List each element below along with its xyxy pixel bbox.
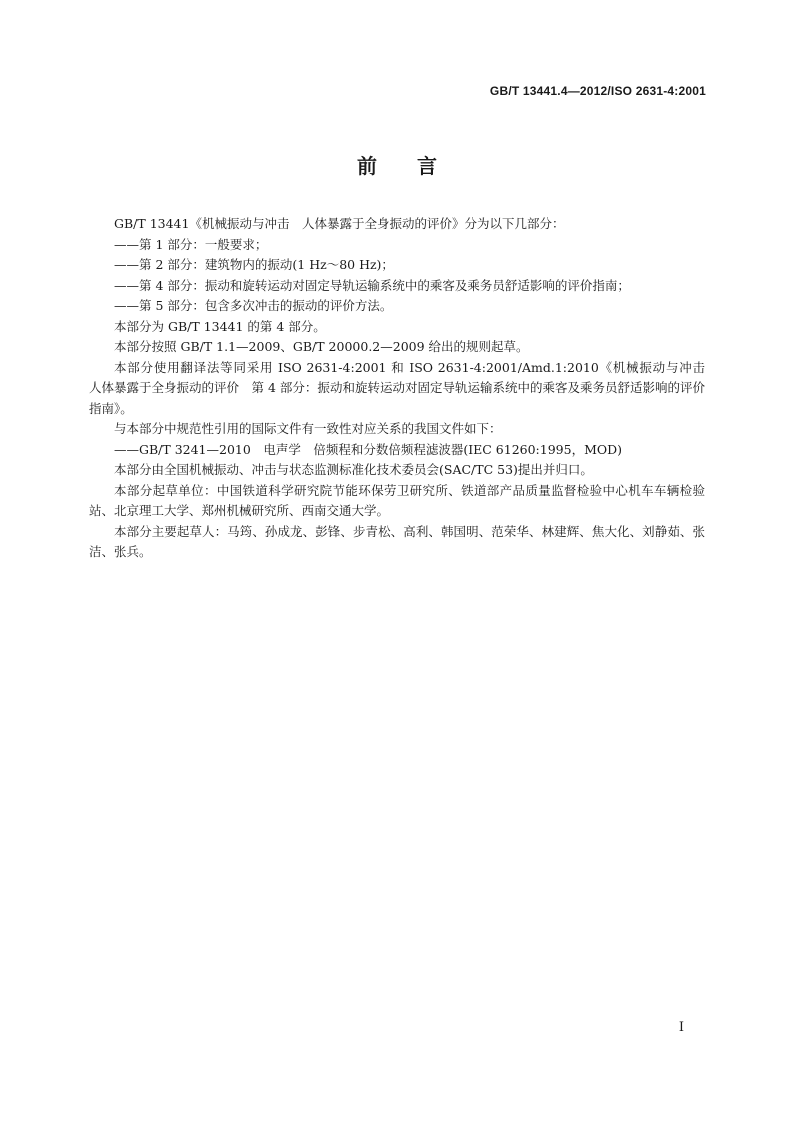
paragraph-this-part: 本部分为 GB/T 13441 的第 4 部分。 bbox=[114, 318, 326, 334]
paragraph-series-intro: GB/T 13441《机械振动与冲击 人体暴露于全身振动的评价》分为以下几部分： bbox=[114, 216, 565, 231]
paragraph-part-4: ——第 4 部分：振动和旋转运动对固定导轨运输系统中的乘客及乘务员舒适影响的评价指南； bbox=[114, 277, 630, 293]
paragraph-gbt-3241: ——GB/T 3241—2010 电声学 倍频程和分数倍频程滤波器(IEC 61260:1995，MOD) bbox=[114, 441, 623, 457]
paragraph-part-2: ——第 2 部分：建筑物内的振动(1 Hz～80 Hz)； bbox=[114, 257, 394, 272]
document-code: GB/T 13441.4—2012/ISO 2631-4:2001 bbox=[489, 84, 706, 98]
page-title: 前言 bbox=[357, 154, 477, 178]
paragraph-drafters: 本部分主要起草人：马筠、孙成龙、彭锋、步青松、高利、韩国明、范荣华、林建辉、焦大化、刘静茹、张洁、张兵。 bbox=[89, 523, 705, 559]
paragraph-drafting-units: 本部分起草单位：中国铁道科学研究院节能环保劳卫研究所、铁道部产品质量监督检验中心机车车辆检验站、北京理工大学、郑州机械研究所、西南交通大学。 bbox=[89, 482, 705, 518]
body-text bbox=[89, 214, 718, 563]
paragraph-part-1: ——第 1 部分：一般要求； bbox=[114, 236, 268, 252]
paragraph-proposed-by: 本部分由全国机械振动、冲击与状态监测标准化技术委员会(SAC/TC 53)提出并归口。 bbox=[114, 462, 593, 477]
paragraph-corresponding-docs: 与本部分中规范性引用的国际文件有一致性对应关系的我国文件如下： bbox=[114, 421, 502, 436]
paragraph-drafting-rules: 本部分按照 GB/T 1.1—2009、GB/T 20000.2—2009 给出的规则起草。 bbox=[114, 339, 529, 354]
paragraph-adoption: 本部分使用翻译法等同采用 ISO 2631-4:2001 和 ISO 2631-4:2001/Amd.1:2010《机械振动与冲击 人体暴露于全身振动的评价 第 4 部分：振动和旋转运动对固定导轨运输系统中的乘客及乘务员舒适影响的评价指南》。 bbox=[89, 359, 718, 416]
page-number: I bbox=[678, 1020, 684, 1035]
paragraph-part-5: ——第 5 部分：包含多次冲击的振动的评价方法。 bbox=[114, 298, 393, 313]
